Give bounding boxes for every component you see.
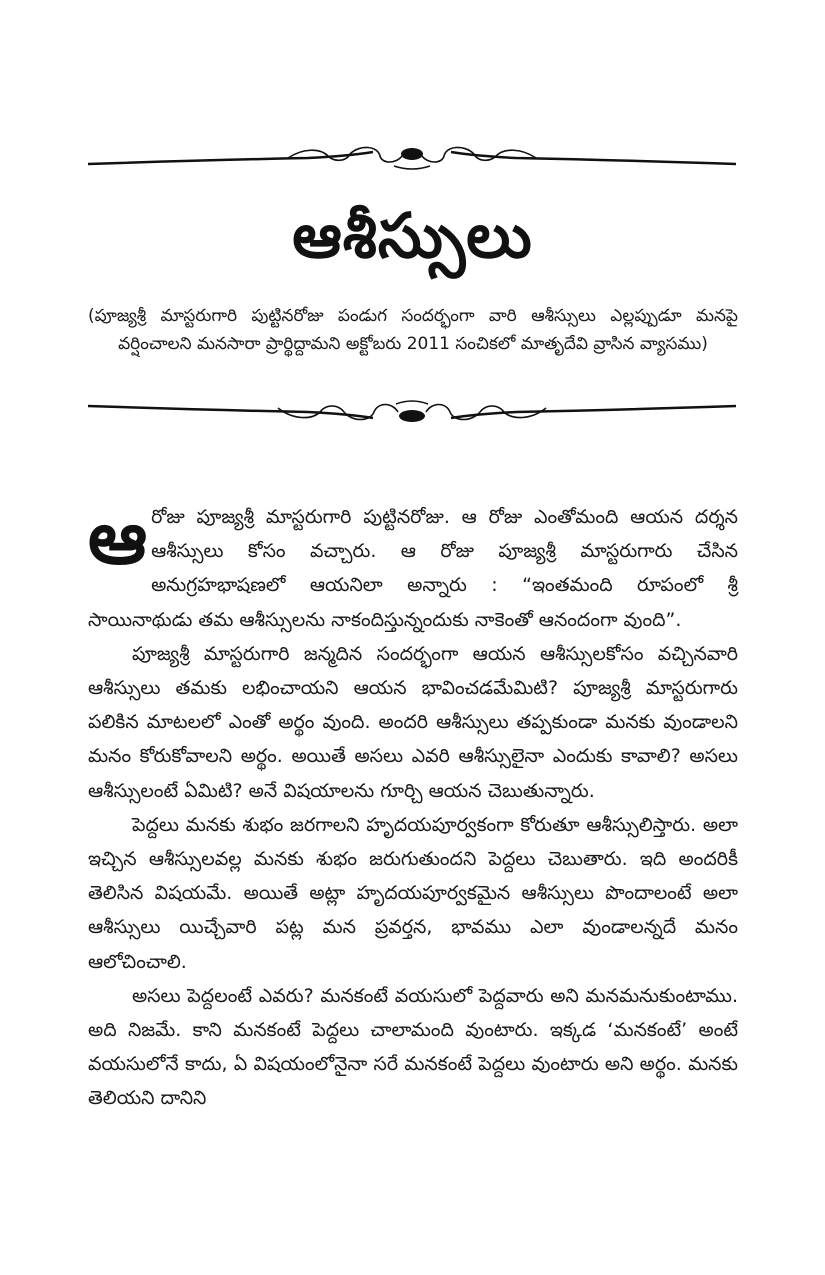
paragraph-3: పెద్దలు మనకు శుభం జరగాలని హృదయపూర్వకంగా కోరుతూ ఆశీస్సులిస్తారు. అలా ఇచ్చిన ఆశీస్సులవల్ల మనకు శుభం జరుగుతుందని పెద్దలు చెబుతారు. ఇది అందరికీ తెలిసిన విషయమే. అయితే అట్లా హృదయపూర్వకమైన ఆశీస్సులు పొందాలంటే అలా ఆశీస్సులు యిచ్చేవారి పట్ల మన ప్రవర్తన, భావము ఎలా వుండాలన్నదే మనం ఆలోచించాలి.	[88, 813, 738, 973]
paragraph-1	[88, 495, 738, 637]
top-ornament-divider	[88, 142, 736, 176]
page-title: ఆశీస్సులు	[292, 199, 533, 272]
bottom-ornament-divider	[88, 394, 736, 428]
paragraph-1-text: రోజు పూజ్యశ్రీ మాస్టరుగారి పుట్టినరోజు. ఆ రోజు ఎంతోమంది ఆయన దర్శన ఆశీస్సులు కోసం వచ్చారు. ఆ రోజు పూజ్యశ్రీ మాస్టరుగారు చేసిన అనుగ్రహభాషణలో ఆయనిలా అన్నారు : “ఇంతమంది రూపంలో శ్రీ సాయినాథుడు తమ ఆశీస్సులను నాకందిస్తున్నందుకు నాకెంతో ఆనందంగా వుంది”.	[88, 506, 738, 631]
article-subtitle: (పూజ్యశ్రీ మాస్టరుగారి పుట్టినరోజు పండుగ సందర్భంగా వారి ఆశీస్సులు ఎల్లప్పుడూ మనపై వర్షించాలని మనసారా ప్రార్థిద్దామని అక్టోబరు 2011 సంచికలో మాతృదేవి వ్రాసిన వ్యాసము)	[88, 306, 738, 354]
paragraph-4: అసలు పెద్దలంటే ఎవరు? మనకంటే వయసులో పెద్దవారు అని మనమనుకుంటాము. అది నిజమే. కాని మనకంటే పెద్దలు చాలామంది వుంటారు. ఇక్కడ ‘మనకంటే’ అంటే వయసులోనే కాదు, ఏ విషయంలోనైనా సరే మనకంటే పెద్దలు వుంటారు అని అర్థం. మనకు తెలియని దానిని	[88, 984, 738, 1110]
paragraph-2: పూజ్యశ్రీ మాస్టరుగారి జన్మదిన సందర్భంగా ఆయన ఆశీస్సులకోసం వచ్చినవారి ఆశీస్సులు తమకు లభించాయని ఆయన భావించడమేమిటి? పూజ్యశ్రీ మాస్టరుగారు పలికిన మాటలలో ఎంతో అర్థం వుంది. అందరి ఆశీస్సులు తప్పకుండా మనకు వుండాలని మనం కోరుకోవాలని అర్థం. అయితే అసలు ఎవరి ఆశీస్సులైనా ఎందుకు కావాలి? అసలు ఆశీస్సులంటే ఏమిటి? అనే విషయాలను గూర్చి ఆయన చెబుతున్నారు.	[88, 642, 738, 802]
drop-cap: ఆ	[88, 495, 148, 581]
article-body	[88, 495, 738, 1116]
